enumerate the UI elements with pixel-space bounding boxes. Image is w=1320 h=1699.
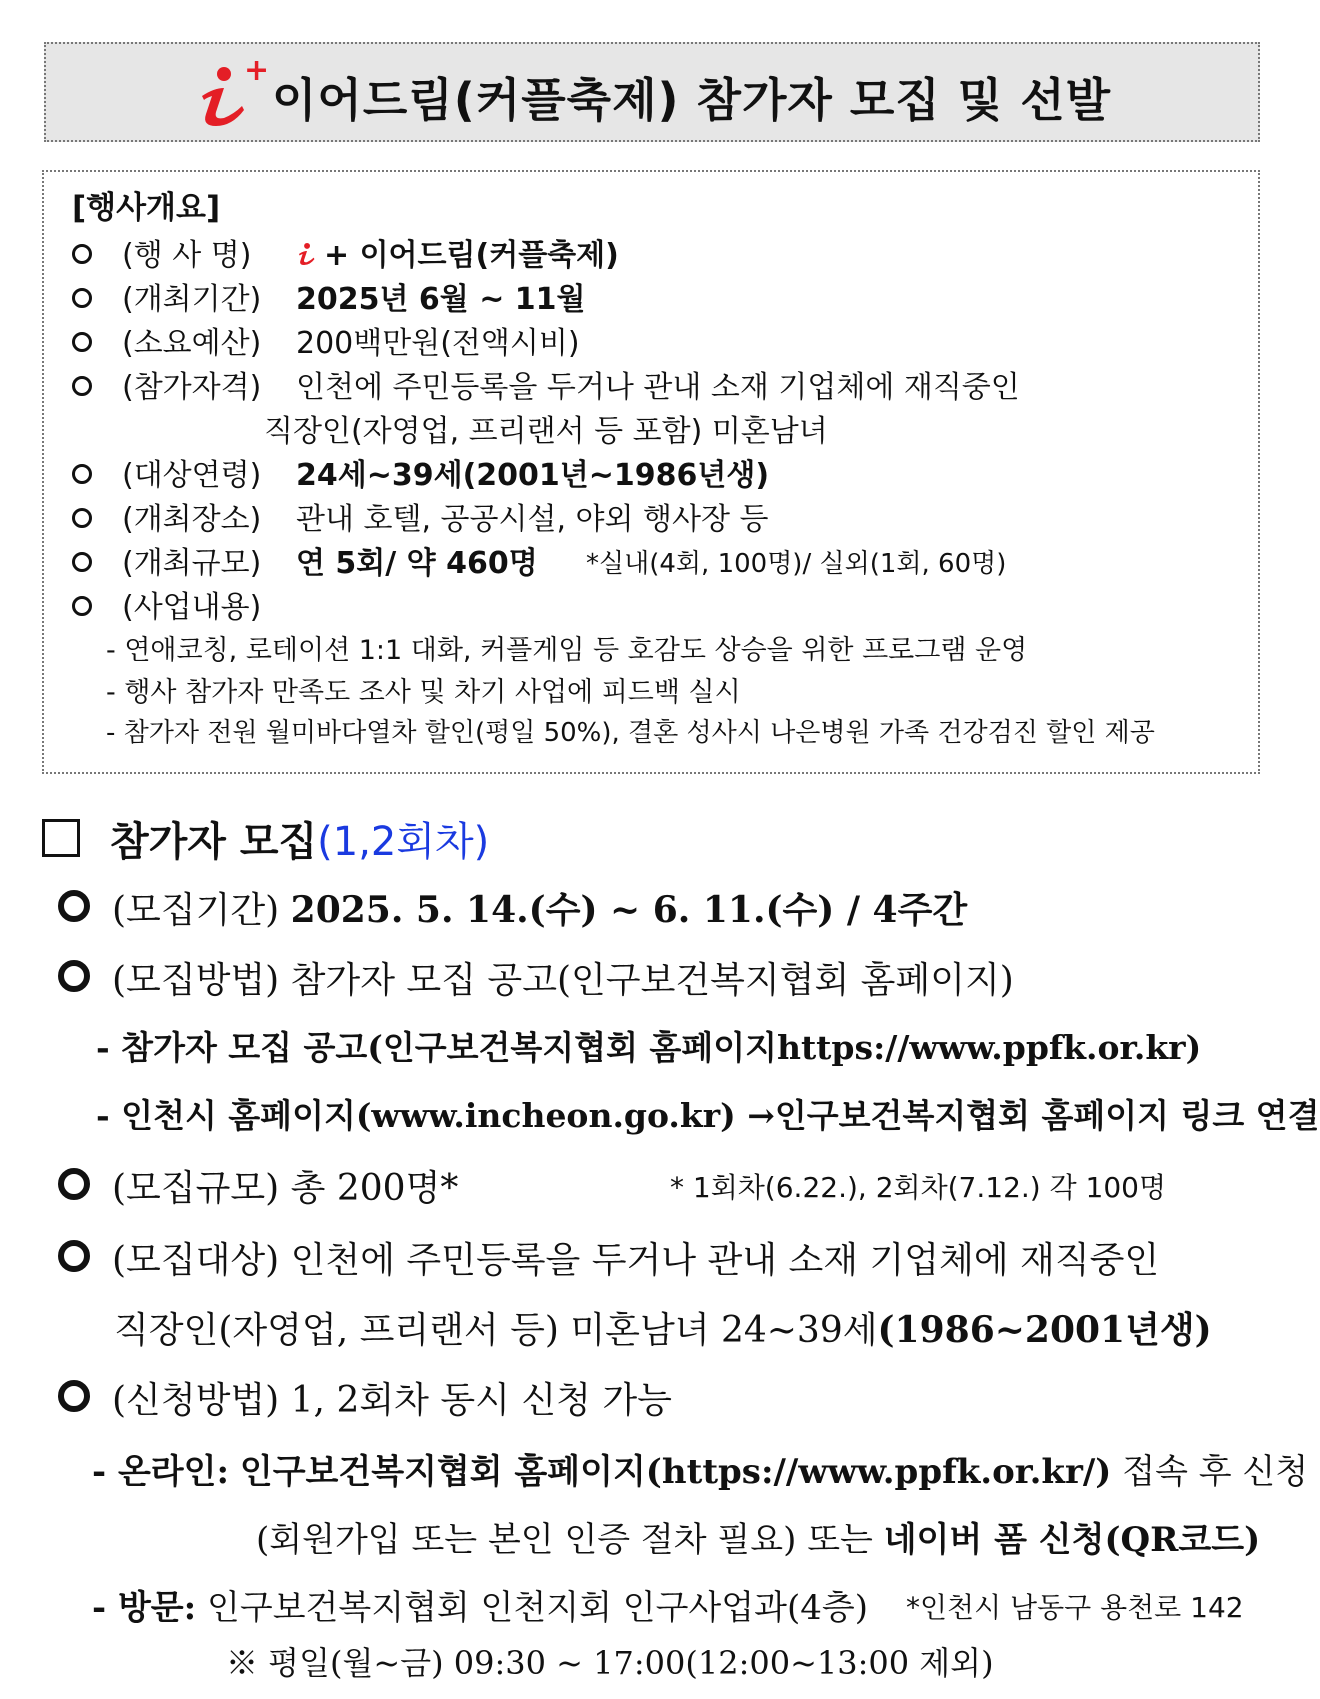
business-subitem: - 참가자 전원 월미바다열차 할인(평일 50%), 결혼 성사시 나은병원 가족 건강검진 할인 제공	[106, 718, 1155, 748]
overview-label: (사업내용)	[122, 590, 262, 625]
scale-note: *실내(4회, 100명)/ 실외(1회, 60명)	[586, 549, 1007, 579]
overview-label: (개최기간)	[122, 282, 262, 317]
value-bold: 인구보건복지협회 홈페이지(https://www.ppfk.or.kr/)	[239, 1452, 1112, 1492]
bullet-circle-icon	[58, 960, 90, 992]
bullet-icon	[72, 376, 92, 396]
bullet-circle-icon	[58, 1240, 90, 1272]
recruit-target	[58, 1232, 1159, 1283]
title-banner	[44, 42, 1260, 142]
bullet-icon	[72, 332, 92, 352]
method-sub-1: - 참가자 모집 공고(인구보건복지협회 홈페이지https://www.ppfk.or.kr)	[96, 1028, 1202, 1067]
overview-label: (개최장소)	[122, 502, 262, 537]
visit-hours: ※ 평일(월~금) 09:30 ~ 17:00(12:00~13:00 제외)	[226, 1644, 994, 1682]
bullet-icon	[72, 596, 92, 616]
checkbox-square-icon	[42, 819, 80, 857]
bullet-circle-icon	[58, 890, 90, 922]
bullet-icon	[72, 244, 92, 264]
bullet-icon	[72, 464, 92, 484]
value: 인구보건복지협회 인천지회 인구사업과(4층)	[207, 1588, 868, 1628]
i-plus-logo-icon	[194, 53, 270, 130]
label: (모집기간)	[112, 890, 280, 931]
eligibility-value-cont: 직장인(자영업, 프리랜서 등 포함) 미혼남녀	[264, 414, 828, 449]
label: - 온라인:	[92, 1452, 230, 1492]
recruit-heading-note: (1,2회차)	[317, 819, 490, 865]
business-subitem: - 연애코칭, 로테이션 1:1 대화, 커플게임 등 호감도 상승을 위한 프로그램 운영	[106, 635, 1028, 666]
scale-value: 연 5회/ 약 460명	[296, 546, 538, 581]
overview-label: (참가자격)	[122, 370, 262, 405]
label: (모집규모)	[112, 1168, 280, 1209]
event-overview-box	[42, 170, 1260, 774]
recruit-target-cont	[114, 1302, 1212, 1353]
bullet-circle-icon	[58, 1380, 90, 1412]
value: 인천에 주민등록을 두거나 관내 소재 기업체에 재직중인	[290, 1240, 1160, 1281]
eligibility-value: 인천에 주민등록을 두거나 관내 소재 기업체에 재직중인	[296, 370, 1020, 405]
event-name-text: + 이어드림(커플축제)	[324, 238, 619, 273]
overview-label: (개최규모)	[122, 546, 262, 581]
recruit-heading-text: 참가자 모집	[110, 819, 318, 865]
method-sub-2: - 인천시 홈페이지(www.incheon.go.kr) →인구보건복지협회 홈페이지 링크 연결	[96, 1096, 1320, 1135]
overview-label: (대상연령)	[122, 458, 262, 493]
recruit-section-heading	[42, 810, 489, 867]
age-value: 24세~39세(2001년~1986년생)	[296, 458, 770, 493]
recruit-scale	[58, 1160, 458, 1211]
logo-plus: +	[244, 53, 270, 88]
bullet-icon	[72, 552, 92, 572]
label: (모집대상)	[112, 1240, 280, 1281]
label: - 방문:	[92, 1588, 197, 1628]
value: 참가자 모집 공고(인구보건복지협회 홈페이지)	[290, 960, 1014, 1001]
value: 총 200명*	[290, 1168, 459, 1209]
business-subitem: - 행사 참가자 만족도 조사 및 차기 사업에 피드백 실시	[106, 677, 741, 708]
label: (신청방법)	[112, 1380, 280, 1421]
bullet-circle-icon	[58, 1168, 90, 1200]
recruit-method	[58, 952, 1014, 1003]
overview-label: (행 사 명)	[122, 238, 252, 273]
overview-label: (소요예산)	[122, 326, 262, 361]
apply-online	[92, 1444, 1308, 1493]
recruit-apply	[58, 1372, 672, 1423]
label: (모집방법)	[112, 960, 280, 1001]
bullet-icon	[72, 508, 92, 528]
scale-note: * 1회차(6.22.), 2회차(7.12.) 각 100명	[670, 1171, 1167, 1204]
budget-value: 200백만원(전액시비)	[296, 326, 580, 361]
i-plus-small-logo-icon	[296, 239, 324, 269]
value-bold: (1986~2001년생)	[877, 1309, 1212, 1351]
value: 직장인(자영업, 프리랜서 등) 미혼남녀 24~39세	[114, 1310, 878, 1351]
value: 접속 후 신청	[1122, 1452, 1309, 1492]
overview-heading: [행사개요]	[72, 190, 221, 226]
apply-visit	[92, 1580, 868, 1629]
venue-value: 관내 호텔, 공공시설, 야외 행사장 등	[296, 502, 769, 537]
value-bold: 네이버 폼 신청(QR코드)	[883, 1520, 1261, 1560]
event-name-value	[296, 230, 619, 274]
recruit-period	[58, 882, 967, 933]
page-title: 이어드림(커플축제) 참가자 모집 및 선발	[272, 73, 1112, 127]
value: 2025. 5. 14.(수) ~ 6. 11.(수) / 4주간	[290, 889, 968, 931]
value: (회원가입 또는 본인 인증 절차 필요) 또는	[256, 1520, 873, 1560]
visit-address-note: *인천시 남동구 용천로 142	[906, 1591, 1244, 1624]
period-value: 2025년 6월 ~ 11월	[296, 282, 586, 317]
apply-online-cont	[256, 1512, 1260, 1561]
value: 1, 2회차 동시 신청 가능	[290, 1380, 672, 1421]
bullet-icon	[72, 288, 92, 308]
